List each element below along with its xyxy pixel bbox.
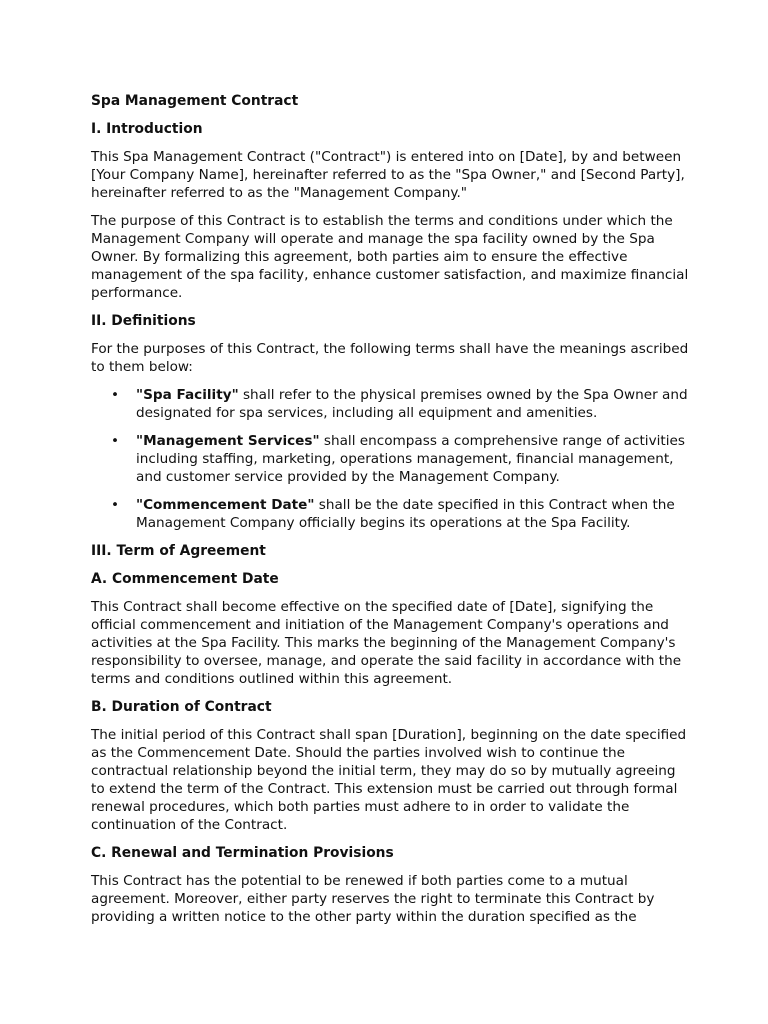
renewal-termination-paragraph: This Contract has the potential to be renewed if both parties come to a mutual agreement. Moreover, either party reserves the right to terminate this Contract by providing a written notice to the other party within the duration specified as the [91,873,655,925]
commencement-date-paragraph: This Contract shall become effective on the specified date of [Date], signifying the official commencement and initiation of the Management Company's operations and activities at the Spa Facility. This marks the beginning of the Management Company's responsibility to oversee, manage, and operate the said facility in accordance with the terms and conditions outlined within this agreement. [91,599,682,687]
subsection-heading-renewal-termination: C. Renewal and Termination Provisions [91,845,394,861]
document-title: Spa Management Contract [91,93,299,109]
definition-term: "Spa Facility" [136,387,239,403]
subsection-heading-duration: B. Duration of Contract [91,699,272,715]
introduction-paragraph-1: This Spa Management Contract ("Contract") is entered into on [Date], by and between [Your Company Name], hereinafter referred to as the "Spa Owner," and [Second Party], hereinafter referred to as the "Management Company." [91,149,685,201]
definition-text: shall be the date specified in this Contract when the Management Company officially begins its operations at the Spa Facility. [136,497,675,531]
definition-item-spa-facility [91,386,691,422]
definition-item-management-services [91,432,691,486]
section-heading-introduction: I. Introduction [91,121,203,137]
introduction-paragraph-2: The purpose of this Contract is to establish the terms and conditions under which the Management Company will operate and manage the spa facility owned by the Spa Owner. By formalizing this agreement, both parties aim to ensure the effective management of the spa facility, enhance customer satisfaction, and maximize financial performance. [91,213,689,301]
section-heading-definitions: II. Definitions [91,313,196,329]
definitions-list [91,386,691,532]
section-heading-term-of-agreement: III. Term of Agreement [91,543,266,559]
definition-text: shall refer to the physical premises owned by the Spa Owner and designated for spa services, including all equipment and amenities. [136,387,688,421]
definitions-lead-paragraph: For the purposes of this Contract, the following terms shall have the meanings ascribed to them below: [91,341,689,375]
definition-text: shall encompass a comprehensive range of activities including staffing, marketing, operations management, financial management, and customer service provided by the Management Company. [136,433,685,485]
definition-term: "Management Services" [136,433,320,449]
definition-term: "Commencement Date" [136,497,315,513]
definition-item-commencement-date [91,496,691,532]
subsection-heading-commencement-date: A. Commencement Date [91,571,279,587]
document-page [91,92,691,926]
duration-paragraph: The initial period of this Contract shall span [Duration], beginning on the date specified as the Commencement Date. Should the parties involved wish to continue the contractual relationship beyond the initial term, they may do so by mutually agreeing to extend the term of the Contract. This extension must be carried out through formal renewal procedures, which both parties must adhere to in order to validate the continuation of the Contract. [91,727,687,833]
